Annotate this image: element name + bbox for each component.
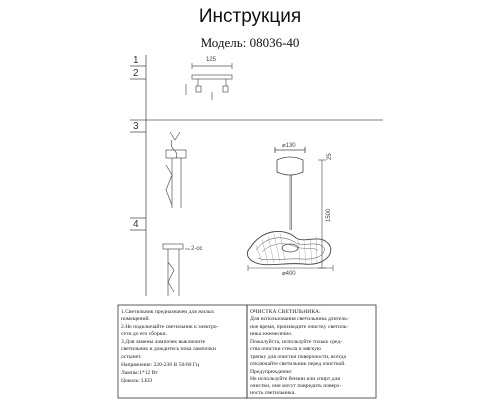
step-4-label: 4 (133, 219, 139, 230)
canopy-width-label: ⌀130 (282, 143, 296, 149)
note-right-4: ника ежемесячно. (250, 331, 293, 337)
step-3-label: 3 (133, 121, 139, 132)
note-right-9: Предупреждение: (250, 369, 293, 375)
note-left-7: остынет. (121, 354, 142, 360)
pendant-lamp-drawing (247, 147, 333, 271)
wiring-drawing (166, 132, 186, 208)
lamp-insert-drawing (163, 244, 190, 296)
note-right-7: тряпку для очистки поверхности, всегда (250, 354, 346, 360)
instruction-title: Инструкция (198, 6, 302, 27)
step-2-label: 2 (133, 68, 139, 79)
note-right-2: Для использования светильника длитель- (250, 316, 349, 322)
note-left-3: 2.Не подключайте светильник к электро- (121, 324, 219, 330)
note-right-11: очистки, они могут повредить поверх- (250, 383, 342, 389)
model-number: Модель: 08036-40 (200, 35, 300, 50)
note-right-8: отключайте светильник перед очисткой. (250, 361, 346, 367)
note-right-12: ность светильника. (250, 390, 296, 396)
note-left-9: Лампы:1*12 Вт (121, 370, 158, 376)
hanging-height-label: 1500 (326, 208, 332, 222)
note-left-6: светильник и дождитесь пока лампочки (121, 346, 216, 352)
note-right-3: ное время, производите очистку светиль- (250, 324, 349, 330)
note-right-5: Пожалуйста, используйте только сред- (250, 339, 343, 345)
note-right-6: ства очистки стекла и мягкую (250, 346, 322, 352)
canopy-height-label: 25 (327, 153, 333, 160)
step-1-label: 1 (133, 55, 139, 66)
note-left-1: 1.Светильник предназначен для жилых (121, 309, 215, 315)
note-right-10: Не используйте бензин или спирт для (250, 376, 340, 382)
note-left-2: помещений. (121, 316, 150, 322)
note-left-8: Напряжение: 220-230 В 50/60 Гц (121, 362, 200, 368)
note-right-1: ОЧИСТКА СВЕТИЛЬНИКА: (250, 309, 321, 315)
mounting-bracket-drawing (186, 63, 232, 100)
note-left-10: Цоколь: LED (121, 378, 153, 384)
bracket-width-label: 125 (206, 57, 217, 63)
bulb-dim-label: 2-ос (191, 246, 203, 252)
note-left-5: 3.Для замены лампочек выключите (121, 339, 206, 345)
shade-diameter-label: ⌀400 (282, 271, 296, 277)
note-left-4: сети до его сборки. (121, 331, 167, 337)
